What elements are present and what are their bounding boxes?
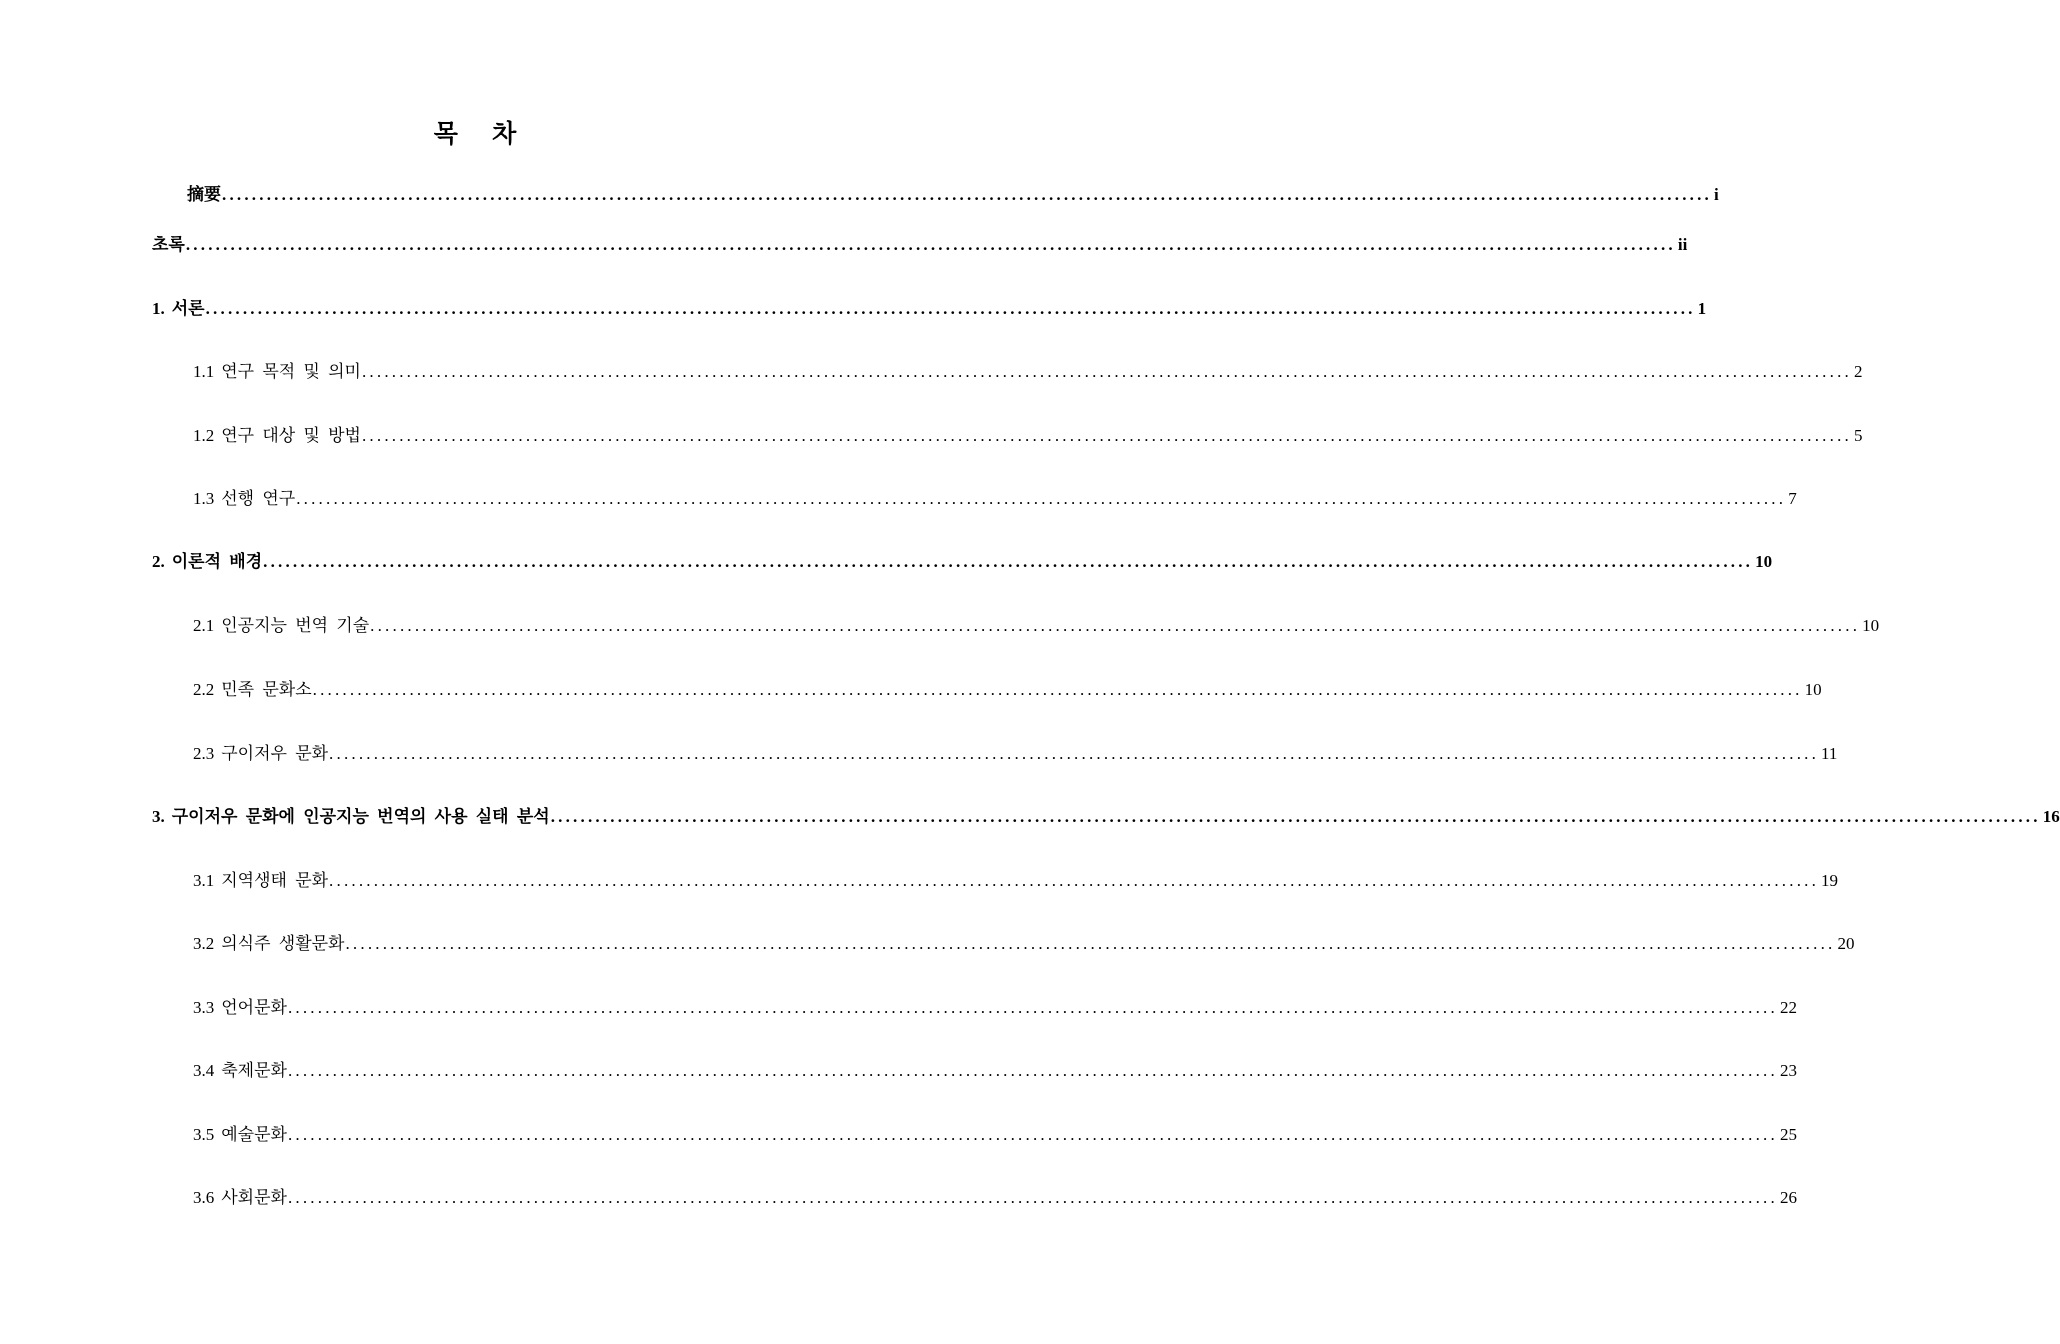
toc-entry-title: 민족 문화소: [221, 680, 312, 699]
toc-leader-dots: ........................................................................................................................................................................................................: [287, 1061, 1778, 1080]
toc-entry-number: 3.6: [193, 1188, 215, 1207]
toc-entry-title: 서론: [171, 299, 205, 318]
toc-entry-title: 예술문화: [221, 1125, 287, 1144]
toc-entry-page: 10: [1862, 616, 1880, 635]
toc-leader-dots: ........................................................................................................................................................................................................: [345, 934, 1836, 953]
toc-entry-page: 26: [1779, 1188, 1797, 1207]
toc-entry[interactable]: [152, 802, 2060, 827]
toc-leader-dots: ........................................................................................................................................................................................................: [287, 998, 1778, 1017]
toc-entry-label: [193, 421, 361, 446]
toc-entry-label: [193, 484, 295, 509]
toc-entry-page: 10: [1804, 680, 1822, 699]
toc-entry-title: 이론적 배경: [171, 552, 263, 571]
toc-entry-page: i: [1714, 185, 1719, 204]
toc-entry-page: 19: [1821, 871, 1839, 890]
toc-entry-number: 2.1: [193, 616, 215, 635]
toc-entry[interactable]: [187, 180, 1719, 205]
toc-entry-page: ii: [1677, 235, 1688, 254]
toc-leader-dots: ........................................................................................................................................................................................................: [361, 426, 1852, 445]
toc-entry-page: 5: [1853, 426, 1863, 445]
toc-entry[interactable]: [193, 421, 1863, 446]
toc-entry[interactable]: [193, 739, 1838, 764]
toc-leader-dots: ........................................................................................................................................................................................................: [287, 1188, 1778, 1207]
toc-entry-title: 초록: [152, 235, 185, 254]
toc-entry-number: 2.3: [193, 744, 215, 763]
toc-entry-page: 10: [1755, 552, 1773, 571]
toc-entry-number: 3.2: [193, 934, 215, 953]
toc-entry[interactable]: [152, 547, 1773, 572]
toc-entry[interactable]: [193, 1056, 1797, 1081]
toc-entry-number: 3.1: [193, 871, 215, 890]
toc-entry[interactable]: [152, 294, 1707, 319]
toc-entry-page: 25: [1779, 1125, 1797, 1144]
toc-leader-dots: ........................................................................................................................................................................................................: [361, 362, 1852, 381]
page-title: 목 차: [433, 121, 531, 148]
toc-entry-title: 연구 대상 및 방법: [221, 426, 361, 445]
toc-entry-number: 1.3: [193, 489, 215, 508]
toc-entry-number: 1.: [152, 299, 165, 318]
toc-entry[interactable]: [193, 993, 1797, 1018]
toc-entry-label: [193, 866, 328, 891]
toc-entry-page: 20: [1837, 934, 1855, 953]
toc-entry-label: [193, 929, 344, 954]
toc-entry-number: 3.5: [193, 1125, 215, 1144]
toc-entry-label: [193, 357, 361, 382]
toc-leader-dots: ........................................................................................................................................................................................................: [222, 185, 1712, 204]
toc-entry-label: [193, 993, 287, 1018]
toc-entry[interactable]: [193, 611, 1880, 636]
toc-entry[interactable]: [193, 675, 1822, 700]
toc-entry[interactable]: [193, 929, 1855, 954]
toc-entry-number: 2.2: [193, 680, 215, 699]
toc-entry-title: 언어문화: [221, 998, 287, 1017]
toc-entry-title: 축제문화: [221, 1061, 287, 1080]
toc-entry-title: 구이저우 문화: [221, 744, 329, 763]
toc-entry-title: 구이저우 문화에 인공지능 번역의 사용 실태 분석: [171, 807, 550, 826]
toc-entry[interactable]: [193, 357, 1863, 382]
toc-entry-label: [152, 547, 262, 572]
toc-entry-page: 2: [1853, 362, 1863, 381]
toc-entry-label: [152, 294, 205, 319]
toc-leader-dots: ........................................................................................................................................................................................................: [329, 871, 1820, 890]
toc-entry-number: 1.1: [193, 362, 215, 381]
toc-entry-label: [193, 1056, 287, 1081]
toc-entry-title: 摘要: [187, 185, 221, 204]
toc-leader-dots: ........................................................................................................................................................................................................: [329, 744, 1820, 763]
toc-entry-label: [187, 180, 221, 205]
toc-entry-page: 7: [1788, 489, 1797, 508]
toc-leader-dots: ........................................................................................................................................................................................................: [370, 616, 1861, 635]
toc-entry-page: 11: [1821, 744, 1838, 763]
toc-entry-label: [193, 675, 312, 700]
toc-leader-dots: ........................................................................................................................................................................................................: [185, 235, 1676, 254]
toc-leader-dots: ........................................................................................................................................................................................................: [550, 807, 2041, 826]
toc-entry[interactable]: [193, 484, 1797, 509]
toc-entry[interactable]: [193, 1120, 1797, 1145]
toc-entry-label: [193, 1120, 287, 1145]
toc-entry-page: 23: [1779, 1061, 1797, 1080]
toc-entry-title: 선행 연구: [221, 489, 296, 508]
toc-entry-title: 인공지능 번역 기술: [221, 616, 370, 635]
toc-entry-number: 1.2: [193, 426, 215, 445]
toc-entry[interactable]: [193, 866, 1839, 891]
toc-entry-page: 16: [2042, 807, 2060, 826]
toc-entry[interactable]: [193, 1183, 1797, 1208]
toc-entry[interactable]: [152, 230, 1688, 255]
toc-entry-title: 사회문화: [221, 1188, 287, 1207]
toc-entry-number: 3.4: [193, 1061, 215, 1080]
toc-entry-number: 3.: [152, 807, 165, 826]
toc-entry-label: [193, 1183, 287, 1208]
toc-entry-label: [193, 739, 328, 764]
toc-entry-title: 연구 목적 및 의미: [221, 362, 361, 381]
toc-entry-title: 의식주 생활문화: [221, 934, 345, 953]
toc-entry-label: [193, 611, 369, 636]
toc-leader-dots: ........................................................................................................................................................................................................: [205, 299, 1696, 318]
toc-entry-number: 3.3: [193, 998, 215, 1017]
toc-entry-title: 지역생태 문화: [221, 871, 329, 890]
toc-leader-dots: ........................................................................................................................................................................................................: [287, 1125, 1778, 1144]
toc-leader-dots: ........................................................................................................................................................................................................: [263, 552, 1754, 571]
toc-entry-label: [152, 230, 185, 255]
toc-leader-dots: ........................................................................................................................................................................................................: [296, 489, 1787, 508]
toc-entry-label: [152, 802, 550, 827]
toc-entry-number: 2.: [152, 552, 165, 571]
toc-leader-dots: ........................................................................................................................................................................................................: [312, 680, 1803, 699]
toc-entry-page: 1: [1697, 299, 1707, 318]
toc-entry-page: 22: [1779, 998, 1797, 1017]
